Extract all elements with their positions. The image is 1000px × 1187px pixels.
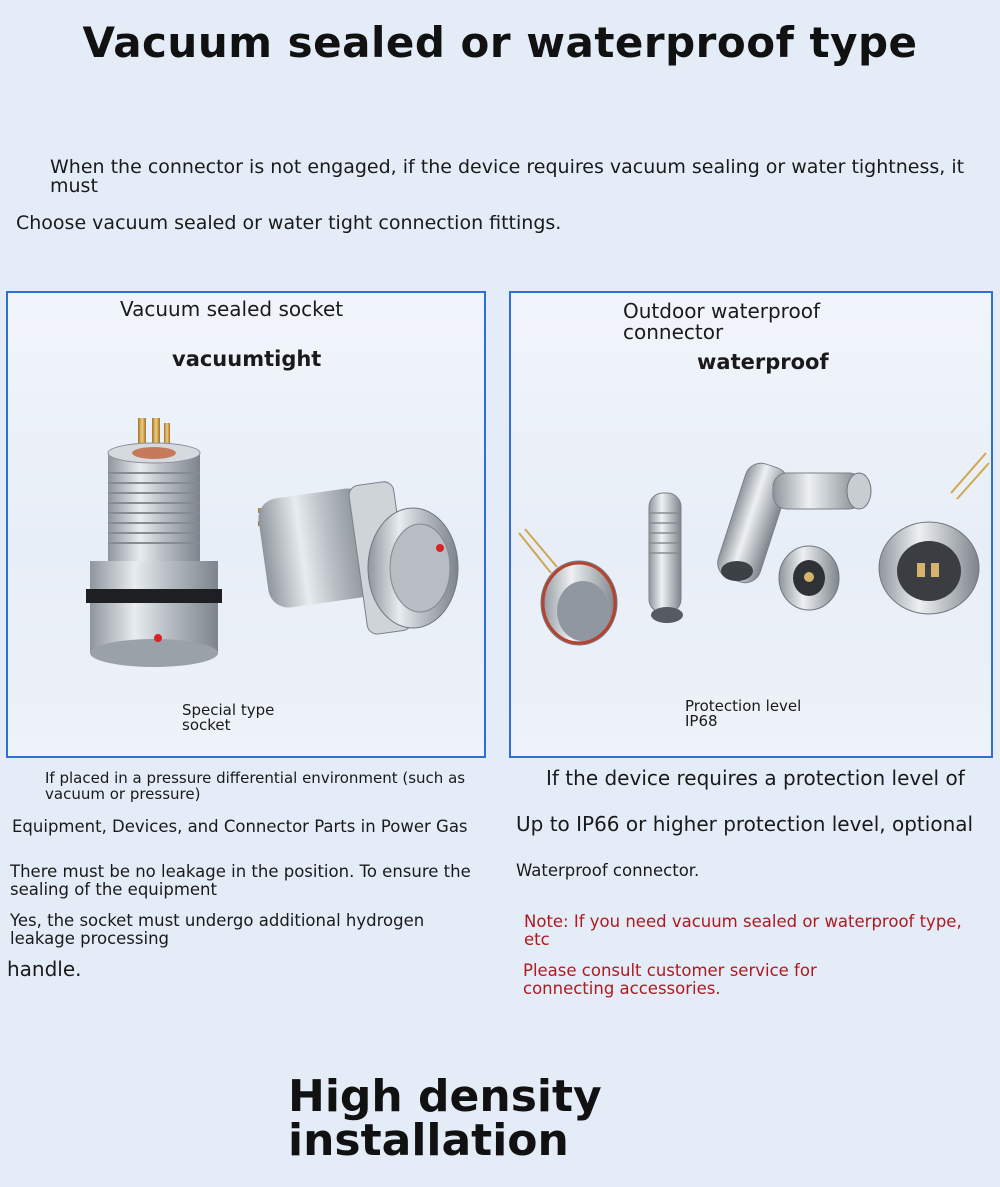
note-paragraph-1: Note: If you need vacuum sealed or waterproof type, etc <box>524 912 962 949</box>
panel-product-label: Protection level IP68 <box>685 697 802 730</box>
panel-heading: Vacuum sealed socket <box>120 297 344 321</box>
waterproof-connector-panel <box>509 291 993 758</box>
panel-subheading: vacuumtight <box>172 347 322 371</box>
note-paragraph-2: Please consult customer service for connecting accessories. <box>523 961 817 998</box>
right-paragraph-2: Up to IP66 or higher protection level, optional <box>516 812 974 836</box>
section-heading: High density installation <box>288 1071 602 1166</box>
left-paragraph-2: Equipment, Devices, and Connector Parts in Power Gas <box>12 817 468 836</box>
left-paragraph-1: If placed in a pressure differential environment (such as vacuum or pressure) <box>45 769 466 803</box>
right-paragraph-1: If the device requires a protection level of <box>546 766 965 790</box>
vacuum-sealed-socket-photo-icon <box>68 413 486 693</box>
left-paragraph-3: There must be no leakage in the position. To ensure the sealing of the equipment <box>10 862 471 899</box>
panel-product-label: Special type socket <box>182 701 275 734</box>
panel-heading: Outdoor waterproof connector <box>623 299 820 344</box>
left-paragraph-4: Yes, the socket must undergo additional hydrogen leakage processing <box>10 911 425 948</box>
vacuum-sealed-socket-panel <box>6 291 486 758</box>
intro-line-1: When the connector is not engaged, if the device requires vacuum sealing or water tightness, it must <box>50 156 965 197</box>
right-paragraph-3: Waterproof connector. <box>516 861 700 880</box>
left-paragraph-5: handle. <box>7 957 82 981</box>
intro-line-2: Choose vacuum sealed or water tight connection fittings. <box>16 212 562 234</box>
page-title: Vacuum sealed or waterproof type <box>82 18 918 67</box>
waterproof-connectors-photo-icon <box>511 443 991 663</box>
panel-subheading: waterproof <box>697 350 829 374</box>
